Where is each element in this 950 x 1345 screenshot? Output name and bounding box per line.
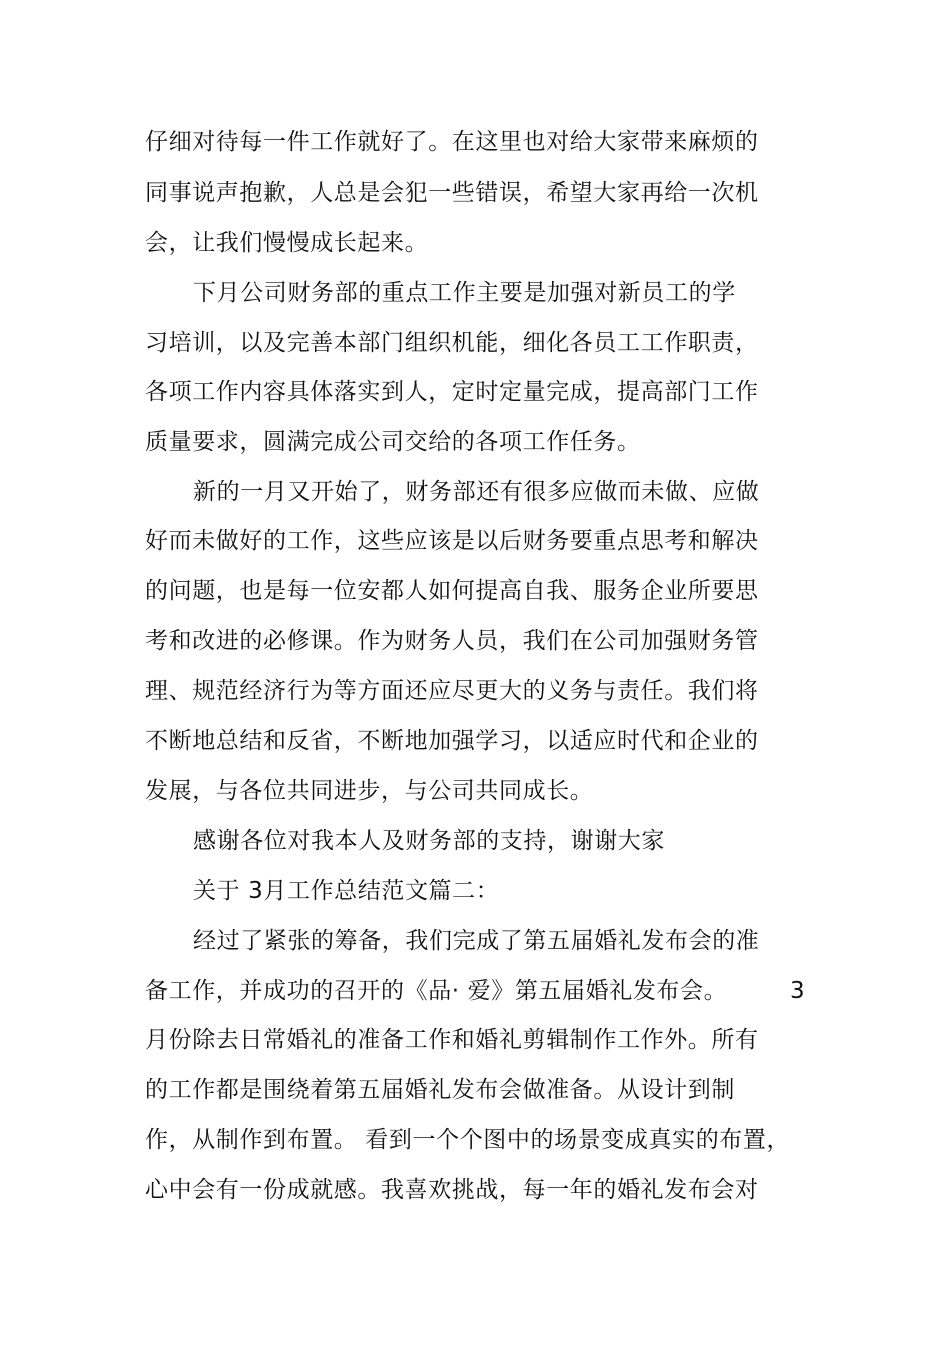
text-line: 不断地总结和反省，不断地加强学习，以适应时代和企业的 bbox=[145, 728, 759, 754]
paragraph-start-line: 感谢各位对我本人及财务部的支持，谢谢大家 bbox=[193, 828, 665, 854]
text-line: 仔细对待每一件工作就好了。在这里也对给大家带来麻烦的 bbox=[145, 129, 759, 155]
section-heading: 关于 3月工作总结范文篇二： bbox=[193, 878, 500, 904]
paragraph-start-line: 经过了紧张的筹备，我们完成了第五届婚礼发布会的准 bbox=[193, 928, 760, 954]
margin-number: 3 bbox=[790, 978, 805, 1004]
text-line: 各项工作内容具体落实到人，定时定量完成，提高部门工作 bbox=[145, 379, 759, 405]
text-line: 作，从制作到布置。 看到一个个图中的场景变成真实的布置， bbox=[145, 1127, 791, 1153]
text-line: 会，让我们慢慢成长起来。 bbox=[145, 230, 429, 256]
text-line: 质量要求，圆满完成公司交给的各项工作任务。 bbox=[145, 429, 641, 455]
text-line: 同事说声抱歉，人总是会犯一些错误，希望大家再给一次机 bbox=[145, 180, 759, 206]
paragraph-start-line: 下月公司财务部的重点工作主要是加强对新员工的学 bbox=[193, 280, 736, 306]
text-line: 考和改进的必修课。作为财务人员，我们在公司加强财务管 bbox=[145, 628, 759, 654]
text-line: 备工作，并成功的召开的《品· 爱》第五届婚礼发布会。 bbox=[145, 978, 728, 1004]
paragraph-start-line: 新的一月又开始了，财务部还有很多应做而未做、应做 bbox=[193, 479, 760, 505]
text-line: 习培训，以及完善本部门组织机能，细化各员工工作职责， bbox=[145, 330, 759, 356]
text-line: 的工作都是围绕着第五届婚礼发布会做准备。从设计到制 bbox=[145, 1077, 735, 1103]
text-line: 发展，与各位共同进步，与公司共同成长。 bbox=[145, 778, 594, 804]
text-line: 的问题，也是每一位安都人如何提高自我、服务企业所要思 bbox=[145, 578, 759, 604]
text-line: 好而未做好的工作，这些应该是以后财务要重点思考和解决 bbox=[145, 528, 759, 554]
text-line: 月份除去日常婚礼的准备工作和婚礼剪辑制作工作外。所有 bbox=[145, 1027, 759, 1053]
text-line: 理、规范经济行为等方面还应尽更大的义务与责任。我们将 bbox=[145, 678, 759, 704]
text-line: 心中会有一份成就感。我喜欢挑战，每一年的婚礼发布会对 bbox=[145, 1177, 759, 1203]
